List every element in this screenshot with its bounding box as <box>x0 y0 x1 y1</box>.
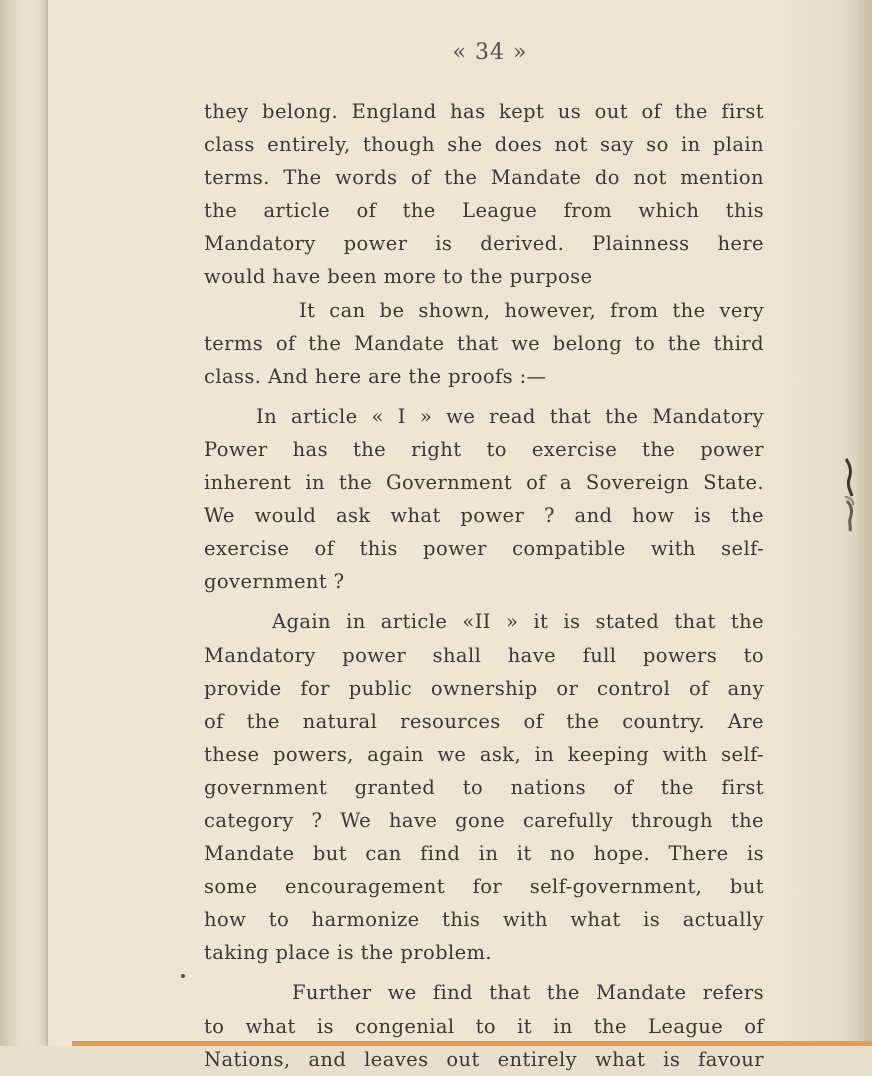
gutter-edge-line <box>46 0 48 1046</box>
text-line: We would ask what power ? and how is the <box>204 504 764 528</box>
text-line: some encouragement for self-government, but <box>204 875 764 899</box>
paragraph-5 <box>204 976 764 1075</box>
text-line: Mandatory power is derived. Plainness here <box>204 232 764 256</box>
paragraph-1 <box>204 95 764 294</box>
page-tear-mark <box>838 455 860 535</box>
text-line: they belong. England has kept us out of the first <box>204 100 764 123</box>
text-line: inherent in the Government of a Sovereign State. <box>204 471 764 495</box>
text-line: the article of the League from which this <box>204 199 764 223</box>
text-line: In article « I » we read that the Mandatory <box>256 404 764 428</box>
text-line: would have been more to the purpose <box>204 265 593 289</box>
text-line: exercise of this power compatible with self- <box>204 537 764 561</box>
text-line: terms of the Mandate that we belong to the third <box>204 331 764 355</box>
text-line: how to harmonize this with what is actually <box>204 908 764 932</box>
text-line: category ? We have gone carefully through the <box>204 808 764 832</box>
text-line: government granted to nations of the first <box>204 775 764 799</box>
text-line: Again in article «II » it is stated that the <box>272 610 764 634</box>
text-line: taking place is the problem. <box>204 941 493 965</box>
page-right-edge <box>858 0 872 1046</box>
text-line: Further we find that the Mandate refers <box>292 981 764 1005</box>
text-line: It can be shown, however, from the very <box>299 298 764 322</box>
text-line: Mandate but can find in it no hope. There is <box>204 842 764 866</box>
ink-speck <box>181 974 185 978</box>
text-line: terms. The words of the Mandate do not mention <box>204 166 764 190</box>
text-line: class entirely, though she does not say so in plain <box>204 133 764 157</box>
text-line: of the natural resources of the country. Are <box>204 709 764 733</box>
text-line: these powers, again we ask, in keeping with self- <box>204 742 764 766</box>
body-text <box>204 95 764 1076</box>
paragraph-2 <box>204 294 764 393</box>
paragraph-3 <box>204 400 764 599</box>
text-line: government ? <box>204 570 345 594</box>
text-line: Nations, and leaves out entirely what is favour <box>204 1047 764 1071</box>
text-line: class. And here are the proofs :— <box>204 364 547 388</box>
text-line: Power has the right to exercise the power <box>204 437 764 461</box>
text-line: provide for public ownership or control of any <box>204 676 764 700</box>
text-line: to what is congenial to it in the League of <box>204 1014 764 1038</box>
page-number: « 34 » <box>452 40 528 65</box>
paragraph-4 <box>204 605 764 969</box>
text-line: Mandatory power shall have full powers to <box>204 643 764 667</box>
book-gutter <box>0 0 46 1046</box>
